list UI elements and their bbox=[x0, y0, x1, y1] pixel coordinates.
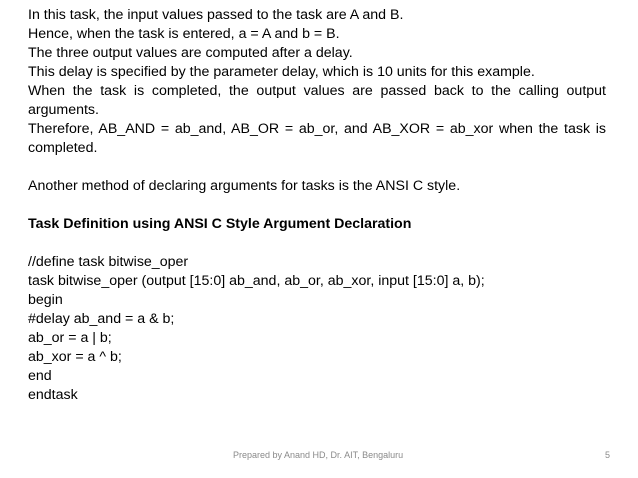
spacer bbox=[28, 234, 606, 253]
code-line: ab_or = a | b; bbox=[28, 330, 112, 346]
code-line: ab_xor = a ^ b; bbox=[28, 349, 122, 365]
code-line: #delay ab_and = a & b; bbox=[28, 311, 175, 327]
code-block bbox=[28, 253, 606, 405]
spacer bbox=[28, 158, 606, 177]
paragraph-task-completed: When the task is completed, the output values are passed back to the calling output arguments. bbox=[28, 83, 606, 118]
footer-credit: Prepared by Anand HD, Dr. AIT, Bengaluru bbox=[233, 450, 404, 460]
text-line-input-values: In this task, the input values passed to the task are A and B. bbox=[28, 7, 404, 23]
code-line: endtask bbox=[28, 387, 78, 403]
paragraph-therefore: Therefore, AB_AND = ab_and, AB_OR = ab_or, and AB_XOR = ab_xor when the task is completed. bbox=[28, 121, 606, 156]
section-heading: Task Definition using ANSI C Style Argument Declaration bbox=[28, 216, 412, 232]
paragraph-ansi-style: Another method of declaring arguments for tasks is the ANSI C style. bbox=[28, 178, 461, 194]
code-line: end bbox=[28, 368, 52, 384]
slide-body bbox=[28, 6, 606, 405]
code-line: begin bbox=[28, 292, 63, 308]
code-line: //define task bitwise_oper bbox=[28, 254, 189, 270]
text-line-outputs-computed: The three output values are computed after a delay. bbox=[28, 45, 353, 61]
code-line: task bitwise_oper (output [15:0] ab_and, ab_or, ab_xor, input [15:0] a, b); bbox=[28, 273, 485, 289]
spacer bbox=[28, 196, 606, 215]
text-line-task-entered: Hence, when the task is entered, a = A and b = B. bbox=[28, 26, 340, 42]
page-number: 5 bbox=[604, 450, 610, 460]
text-line-delay-param: This delay is specified by the parameter delay, which is 10 units for this example. bbox=[28, 64, 535, 80]
